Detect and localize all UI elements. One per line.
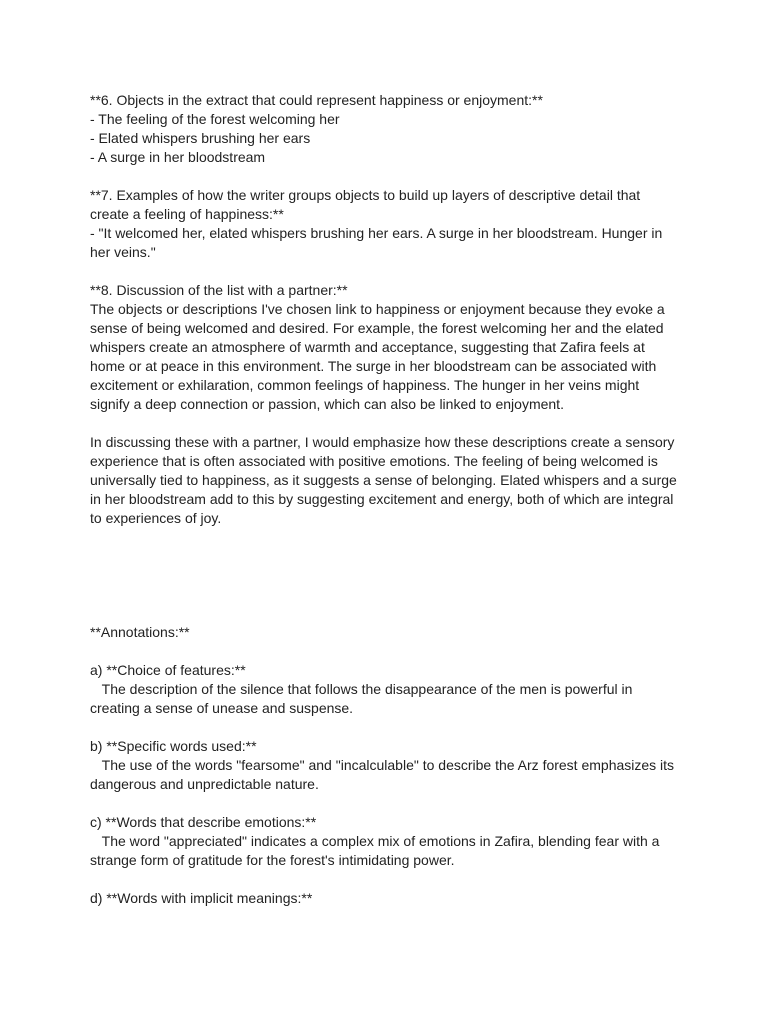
spacer bbox=[90, 870, 682, 889]
spacer bbox=[90, 794, 682, 813]
annotation-a-text-content: The description of the silence that follows the disappearance of the men is powerful in creating a sense of unease and suspense. bbox=[90, 681, 633, 716]
section-8-heading: **8. Discussion of the list with a partner:** bbox=[90, 282, 348, 298]
annotation-c-text bbox=[90, 832, 682, 870]
section-6-item-3: - A surge in her bloodstream bbox=[90, 149, 266, 165]
document-page bbox=[90, 91, 682, 908]
section-8-paragraph-1: The objects or descriptions I've chosen link to happiness or enjoyment because they evoke a sense of being welcomed and desired. For example, the forest welcoming her and the elated whispers create an atmosphere of warmth and acceptance, suggesting that Zafira feels at home or at peace in this environment. The surge in her bloodstream can be associated with excitement or exhilaration, common feelings of happiness. The hunger in her veins might signify a deep connection or passion, which can also be linked to enjoyment. bbox=[90, 301, 665, 412]
annotations-heading: **Annotations:** bbox=[90, 624, 190, 640]
spacer bbox=[90, 262, 682, 281]
spacer-large bbox=[90, 528, 682, 623]
spacer bbox=[90, 167, 682, 186]
spacer bbox=[90, 414, 682, 433]
annotation-b-label: b) **Specific words used:** bbox=[90, 738, 257, 754]
section-6-item-2: - Elated whispers brushing her ears bbox=[90, 130, 311, 146]
section-7-item: - "It welcomed her, elated whispers brushing her ears. A surge in her bloodstream. Hunger in her veins." bbox=[90, 225, 663, 260]
spacer bbox=[90, 642, 682, 661]
annotation-b-text-content: The use of the words "fearsome" and "incalculable" to describe the Arz forest emphasizes its dangerous and unpredictable nature. bbox=[90, 757, 675, 792]
section-6-item-1: - The feeling of the forest welcoming her bbox=[90, 111, 340, 127]
section-6-heading: **6. Objects in the extract that could represent happiness or enjoyment:** bbox=[90, 92, 543, 108]
annotation-a-label: a) **Choice of features:** bbox=[90, 662, 246, 678]
annotation-c-label: c) **Words that describe emotions:** bbox=[90, 814, 317, 830]
annotation-c-text-content: The word "appreciated" indicates a complex mix of emotions in Zafira, blending fear with a strange form of gratitude for the forest's intimidating power. bbox=[90, 833, 660, 868]
annotation-b-text bbox=[90, 756, 682, 794]
section-7-heading: **7. Examples of how the writer groups objects to build up layers of descriptive detail that create a feeling of happiness:** bbox=[90, 187, 641, 222]
annotation-a-text bbox=[90, 680, 682, 718]
section-8-paragraph-2: In discussing these with a partner, I would emphasize how these descriptions create a sensory experience that is often associated with positive emotions. The feeling of being welcomed is universally tied to happiness, as it suggests a sense of belonging. Elated whispers and a surge in her bloodstream add to this by suggesting excitement and energy, both of which are integral to experiences of joy. bbox=[90, 434, 677, 526]
annotation-d-label: d) **Words with implicit meanings:** bbox=[90, 890, 313, 906]
spacer bbox=[90, 718, 682, 737]
